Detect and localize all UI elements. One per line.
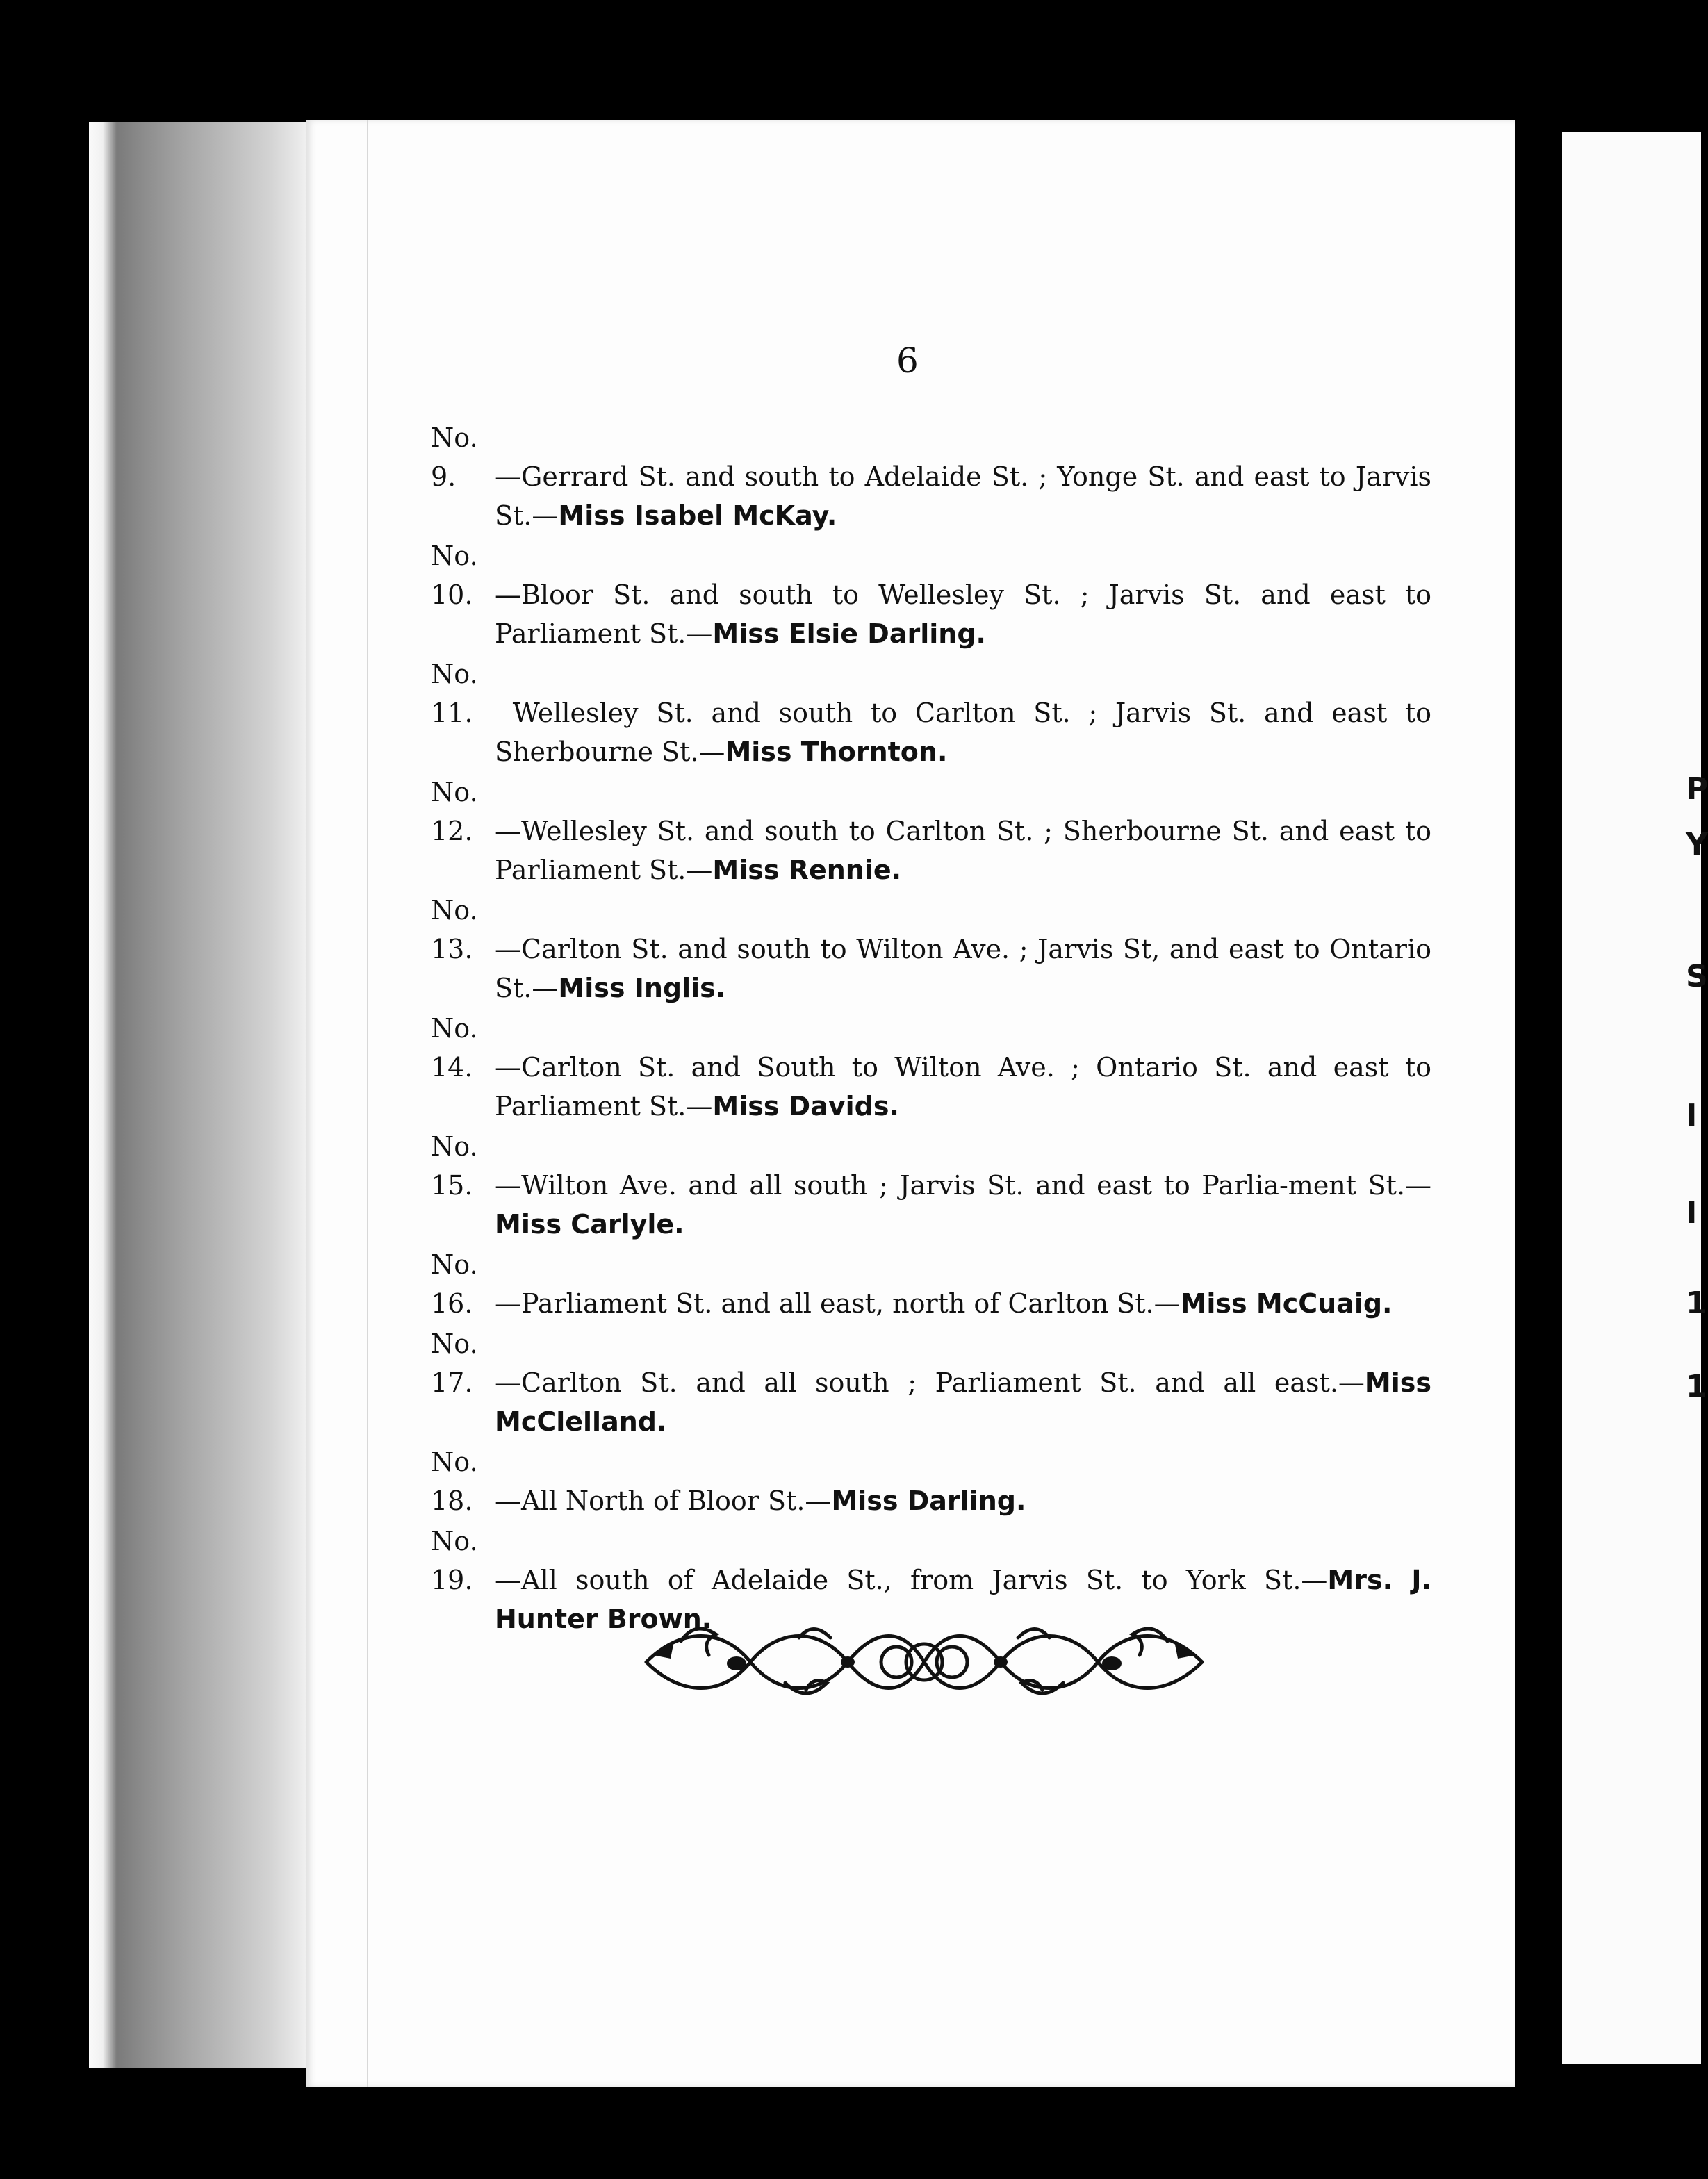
entry-text: —Bloor St. and south to Wellesley St. ; Jarvis St. and east to Parliament St.— [495, 579, 1431, 649]
entry-text: —Carlton St. and south to Wilton Ave. ; Jarvis St, and east to Ontario St.— [495, 934, 1431, 1003]
entry-text: Wellesley St. and south to Carlton St. ; Jarvis St. and east to Sherbourne St.— [495, 698, 1431, 767]
entry-name: Miss Davids. [712, 1091, 899, 1121]
entry-text: —Parliament St. and all east, north of Carlton St.— [495, 1288, 1181, 1319]
entry-text: —Carlton St. and South to Wilton Ave. ; Ontario St. and east to Parliament St.— [495, 1052, 1431, 1121]
floral-vine-ornament-icon [639, 1613, 1209, 1711]
entry-name: Miss Inglis. [558, 973, 726, 1003]
entry-number: No. 17. [431, 1329, 478, 1398]
entry-name: Miss McClelland. [495, 1367, 1431, 1437]
list-item [431, 1127, 1431, 1244]
page-gutter-line [367, 120, 368, 2087]
list-item [431, 418, 1431, 535]
entry-text: —Gerrard St. and south to Adelaide St. ; Yonge St. and east to Jarvis St.— [495, 461, 1431, 531]
entry-name: Mrs. J. Hunter Brown. [495, 1565, 1431, 1634]
entry-name: Miss Carlyle. [495, 1209, 684, 1240]
entry-number: No. 19. [431, 1526, 478, 1595]
entry-number: No. 15. [431, 1131, 478, 1201]
list-item [431, 1442, 1431, 1520]
book-page-edges [89, 122, 311, 2068]
entry-number: No. 11. [431, 659, 478, 728]
entry-text: —Carlton St. and all south ; Parliament St. and all east.— [495, 1367, 1365, 1398]
list-item [431, 655, 1431, 771]
facing-page-fragment: S [1686, 959, 1708, 994]
entry-number: No. 13. [431, 895, 478, 964]
entry-number: No. 12. [431, 777, 478, 846]
list-item [431, 773, 1431, 889]
page-number: 6 [896, 340, 919, 381]
entry-number: No. 16. [431, 1249, 478, 1319]
list-item [431, 1245, 1431, 1323]
list-item [431, 536, 1431, 653]
book-page [306, 120, 1515, 2087]
entry-name: Miss Elsie Darling. [712, 618, 986, 649]
entry-text: —All south of Adelaide St., from Jarvis St. to York St.— [495, 1565, 1328, 1595]
list-item [431, 1324, 1431, 1441]
list-item [431, 891, 1431, 1008]
facing-page-fragment: Y [1686, 827, 1708, 862]
entry-text: —Wellesley St. and south to Carlton St. ; Sherbourne St. and east to Parliament St.— [495, 816, 1431, 885]
entry-name: Miss Thornton. [725, 737, 948, 767]
entry-name: Miss McCuaig. [1180, 1288, 1393, 1319]
facing-page-fragment: P [1686, 771, 1708, 807]
entry-name: Miss Isabel McKay. [558, 500, 837, 531]
facing-page-fragment: 1 [1686, 1369, 1707, 1404]
entry-name: Miss Rennie. [712, 855, 902, 885]
entry-number: No. 9. [431, 422, 478, 492]
entry-text: —All North of Bloor St.— [495, 1486, 832, 1516]
entry-number: No. 14. [431, 1013, 478, 1083]
entry-number: No. 10. [431, 541, 478, 610]
entry-text: —Wilton Ave. and all south ; Jarvis St. and east to Parlia-ment St.— [495, 1170, 1431, 1201]
entry-name: Miss Darling. [831, 1486, 1026, 1516]
facing-page-fragment: I [1686, 1098, 1698, 1133]
district-list [431, 418, 1431, 1640]
entry-number: No. 18. [431, 1447, 478, 1516]
facing-page-fragment: I [1686, 1195, 1698, 1231]
list-item [431, 1009, 1431, 1126]
facing-page-fragment: 1 [1686, 1285, 1707, 1321]
facing-page [1562, 132, 1708, 2064]
